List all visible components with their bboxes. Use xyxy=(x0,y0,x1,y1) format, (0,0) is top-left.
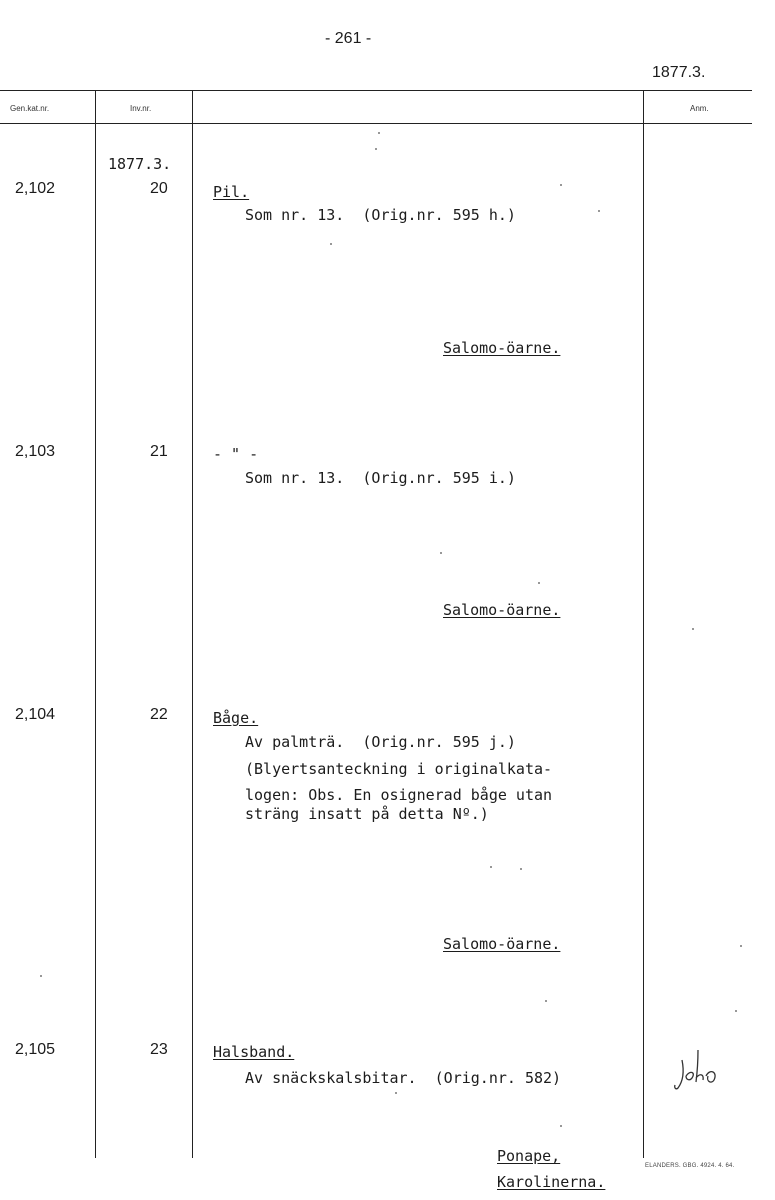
year-label: 1877.3. xyxy=(108,155,172,173)
entry-title: Halsband. xyxy=(213,1043,295,1061)
scan-speck xyxy=(545,1000,547,1002)
entry-place: Karolinerna. xyxy=(497,1173,606,1191)
scan-speck xyxy=(40,975,42,977)
scan-speck xyxy=(740,945,742,947)
inv-nr-21: 21 xyxy=(150,443,168,460)
gen-nr-2103: 2,103 xyxy=(15,443,56,460)
scan-speck xyxy=(490,866,492,868)
entry-place: Salomo-öarne. xyxy=(443,339,561,357)
gen-nr-2102: 2,102 xyxy=(15,180,56,197)
scan-speck xyxy=(375,148,377,150)
entry-line: Av palmträ. (Orig.nr. 595 j.) xyxy=(245,733,516,751)
entry-place: Salomo-öarne. xyxy=(443,601,561,619)
column-divider-2 xyxy=(192,90,193,1158)
scan-speck xyxy=(378,132,380,134)
col-header-inv: Inv.nr. xyxy=(130,104,152,113)
scan-speck xyxy=(560,1125,562,1127)
entry-title: Pil. xyxy=(213,183,250,201)
entry-line: (Blyertsanteckning i originalkata- xyxy=(245,760,553,778)
handwritten-annotation xyxy=(672,1040,727,1100)
entry-line: Som nr. 13. (Orig.nr. 595 h.) xyxy=(245,206,516,224)
entry-line: Av snäckskalsbitar. (Orig.nr. 582) xyxy=(245,1069,562,1087)
scan-speck xyxy=(330,243,332,245)
scan-speck xyxy=(560,184,562,186)
entry-place: Salomo-öarne. xyxy=(443,935,561,953)
entry-line: Som nr. 13. (Orig.nr. 595 i.) xyxy=(245,469,516,487)
header-top-rule xyxy=(0,90,752,91)
scan-speck xyxy=(692,628,694,630)
column-divider-1 xyxy=(95,90,96,1158)
page-number: - 261 - xyxy=(325,30,372,47)
col-header-gen-kat: Gen.kat.nr. xyxy=(10,104,50,113)
header-bottom-rule xyxy=(0,123,752,124)
entry-line: sträng insatt på detta Nº.) xyxy=(245,805,489,823)
entry-line: logen: Obs. En osignerad båge utan xyxy=(245,786,553,804)
column-divider-3 xyxy=(643,90,644,1158)
year-top-right: 1877.3. xyxy=(652,64,706,81)
inv-nr-23: 23 xyxy=(150,1041,168,1058)
entry-title: Båge. xyxy=(213,709,259,727)
col-header-anm: Anm. xyxy=(690,104,709,113)
inv-nr-22: 22 xyxy=(150,706,168,723)
scan-speck xyxy=(735,1010,737,1012)
entry-place: Ponape, xyxy=(497,1147,561,1165)
scan-speck xyxy=(520,868,522,870)
entry-title: - " - xyxy=(213,445,259,463)
gen-nr-2104: 2,104 xyxy=(15,706,56,723)
scan-speck xyxy=(440,552,442,554)
scan-speck xyxy=(538,582,540,584)
scan-speck xyxy=(395,1092,397,1094)
printer-mark: ELANDERS. GBG. 4924. 4. 64. xyxy=(645,1163,735,1169)
scan-speck xyxy=(598,210,600,212)
inv-nr-20: 20 xyxy=(150,180,168,197)
gen-nr-2105: 2,105 xyxy=(15,1041,56,1058)
